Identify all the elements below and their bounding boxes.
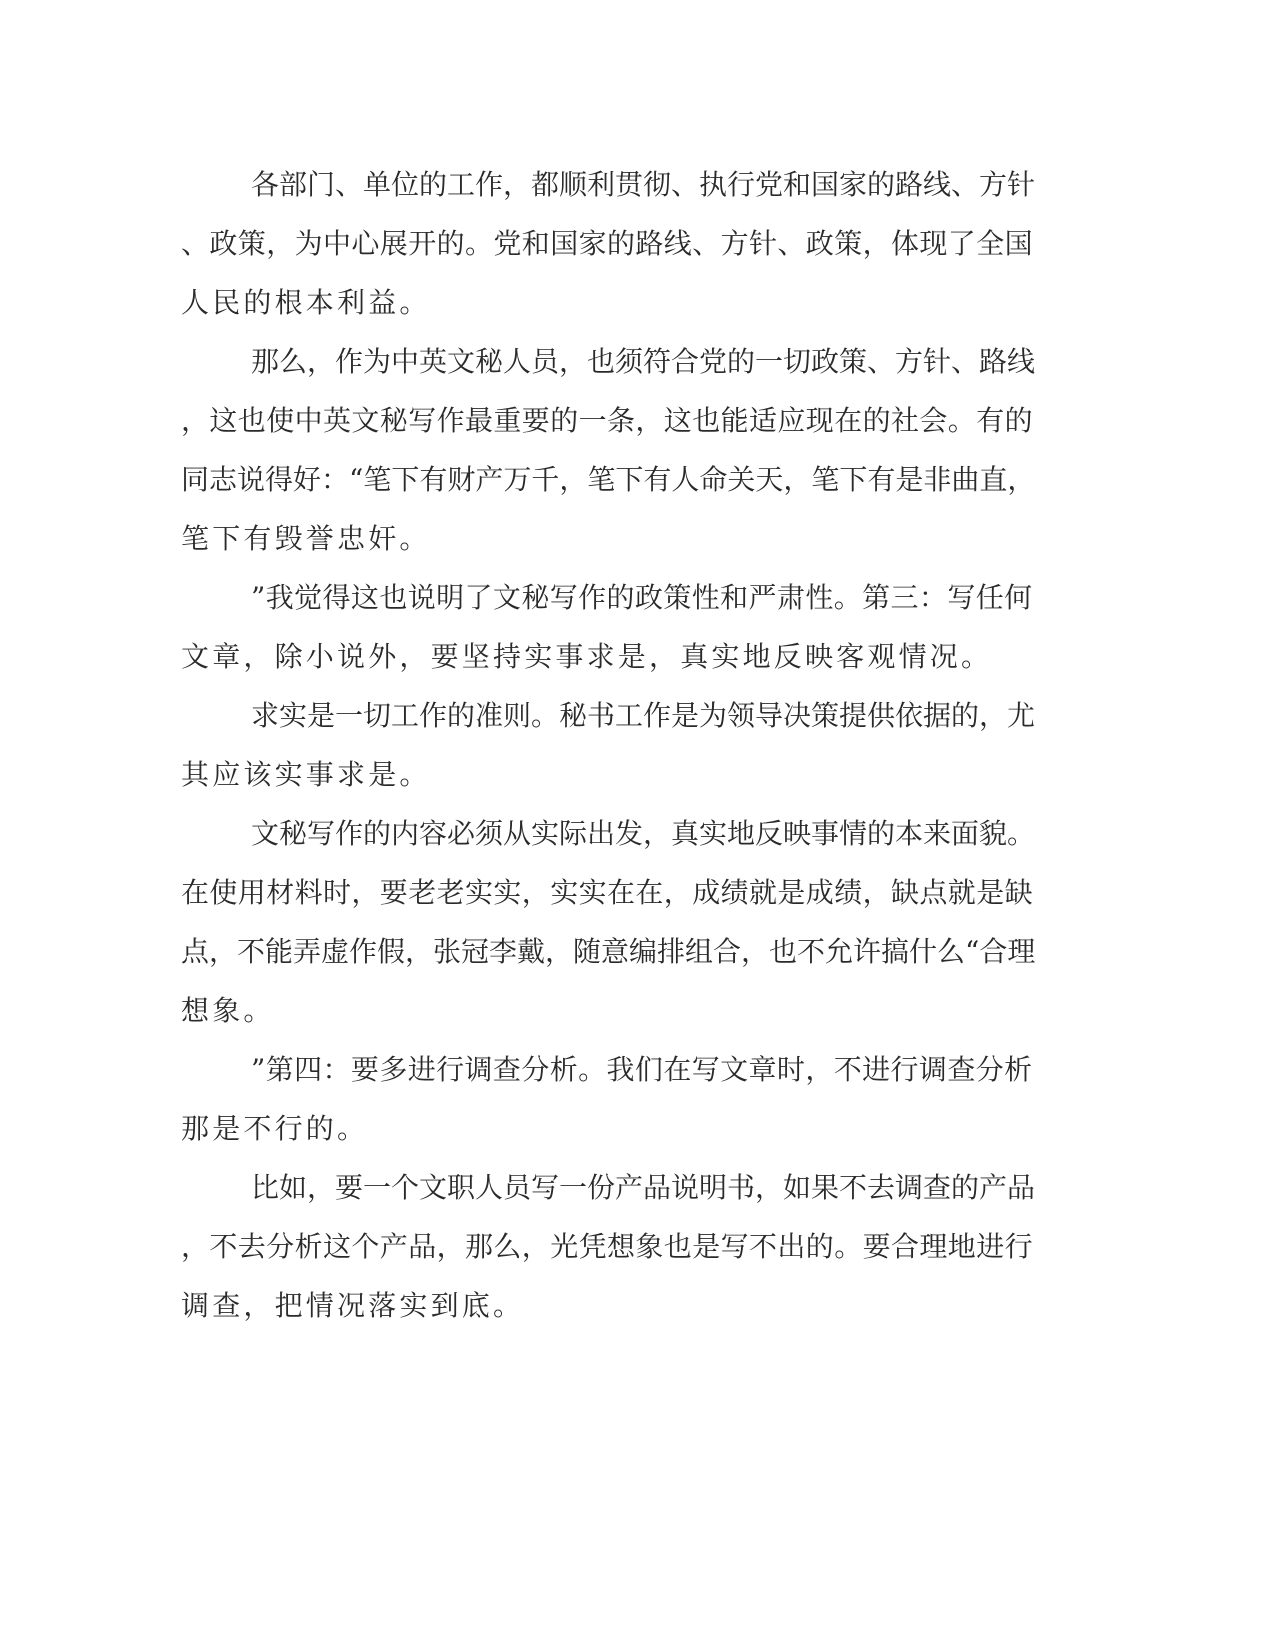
text-line: 同志说得好：“笔下有财产万千，笔下有人命关天，笔下有是非曲直， (181, 463, 1036, 496)
text-line: ”我觉得这也说明了文秘写作的政策性和严肃性。第三：写任何 (251, 581, 1033, 614)
text-line: ，这也使中英文秘写作最重要的一条，这也能适应现在的社会。有的 (181, 404, 1034, 437)
text-line: 想象。 (181, 994, 275, 1027)
text-line: ”第四：要多进行调查分析。我们在写文章时，不进行调查分析 (251, 1053, 1033, 1086)
text-line: 人民的根本利益。 (181, 286, 431, 319)
text-line: 比如，要一个文职人员写一份产品说明书，如果不去调查的产品 (251, 1171, 1036, 1204)
text-line: 那是不行的。 (181, 1112, 369, 1145)
text-line: 求实是一切工作的准则。秘书工作是为领导决策提供依据的，尤 (251, 699, 1036, 732)
text-line: 点，不能弄虚作假，张冠李戴，随意编排组合，也不允许搞什么“合理 (181, 935, 1036, 968)
text-line: 那么，作为中英文秘人员，也须符合党的一切政策、方针、路线 (251, 345, 1036, 378)
text-line: 其应该实事求是。 (181, 758, 431, 791)
text-line: 调查，把情况落实到底。 (181, 1289, 525, 1322)
text-line: 文秘写作的内容必须从实际出发，真实地反映事情的本来面貌。 (251, 817, 1036, 850)
text-line: 在使用材料时，要老老实实，实实在在，成绩就是成绩，缺点就是缺 (181, 876, 1034, 909)
text-line: 文章，除小说外，要坚持实事求是，真实地反映客观情况。 (181, 640, 993, 673)
text-line: 各部门、单位的工作，都顺利贯彻、执行党和国家的路线、方针 (251, 168, 1036, 201)
document-body (181, 155, 1041, 1335)
text-line: 笔下有毁誉忠奸。 (181, 522, 431, 555)
text-line: ，不去分析这个产品，那么，光凭想象也是写不出的。要合理地进行 (181, 1230, 1034, 1263)
text-line: 、政策，为中心展开的。党和国家的路线、方针、政策，体现了全国 (181, 227, 1034, 260)
